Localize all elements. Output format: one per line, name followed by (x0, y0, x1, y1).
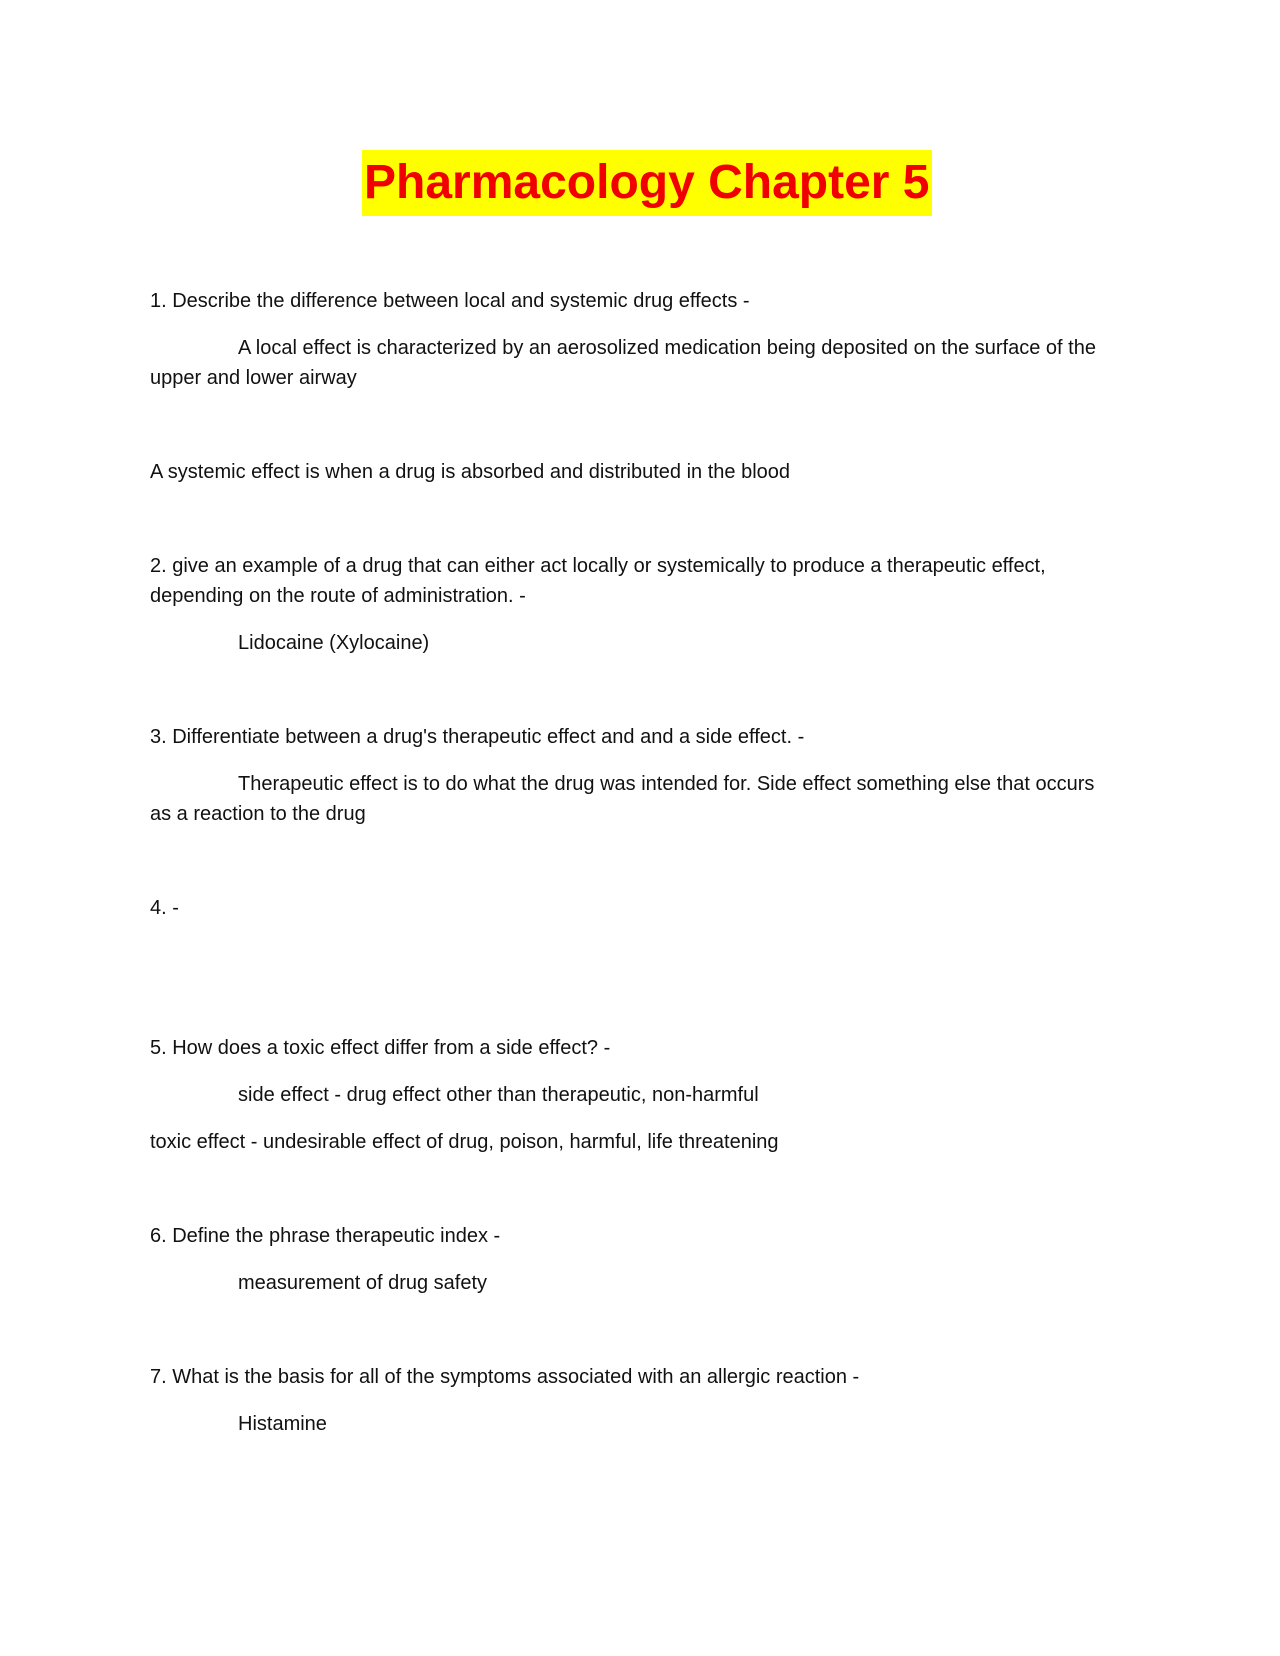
answer-2: Lidocaine (Xylocaine) (238, 632, 430, 654)
answer-1: A local effect is characterized by an aerosolized medication being deposited on the surface of the upper and lower airway (150, 337, 1096, 389)
answer-5b: toxic effect - undesirable effect of drug, poison, harmful, life threatening (150, 1131, 779, 1153)
page-title: Pharmacology Chapter 5 (362, 150, 932, 216)
answer-5: side effect - drug effect other than therapeutic, non-harmful (238, 1084, 759, 1106)
question-6: 6. Define the phrase therapeutic index - (150, 1225, 501, 1247)
answer-3: Therapeutic effect is to do what the drug was intended for. Side effect something else that occurs as a reaction to the drug (150, 773, 1095, 825)
question-1: 1. Describe the difference between local and systemic drug effects - (150, 290, 750, 312)
answer-6: measurement of drug safety (238, 1272, 488, 1294)
question-2: 2. give an example of a drug that can either act locally or systemically to produce a therapeutic effect, depending on the route of administration. - (150, 555, 1046, 607)
question-3: 3. Differentiate between a drug's therapeutic effect and and a side effect. - (150, 726, 805, 748)
question-7: 7. What is the basis for all of the symptoms associated with an allergic reaction - (150, 1366, 860, 1388)
question-4: 4. - (150, 897, 179, 919)
question-5: 5. How does a toxic effect differ from a side effect? - (150, 1037, 611, 1059)
answer-7: Histamine (238, 1413, 327, 1435)
answer-1b: A systemic effect is when a drug is absorbed and distributed in the blood (150, 461, 791, 483)
